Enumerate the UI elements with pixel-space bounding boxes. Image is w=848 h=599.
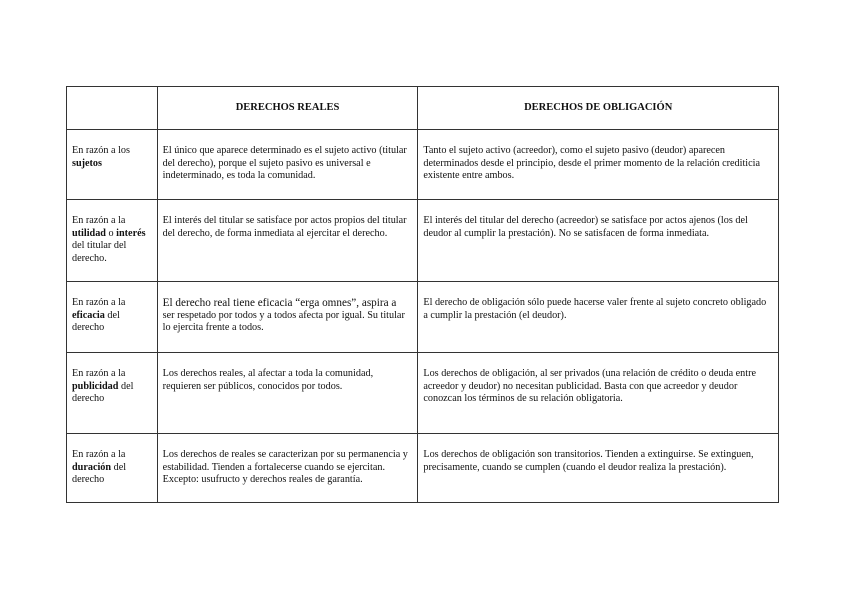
- criterion-keyword: eficacia: [72, 309, 105, 321]
- reales-cell: Los derechos reales, al afectar a toda la comunidad, requieren ser públicos, conocidos por todos.: [157, 353, 418, 434]
- criterion-keyword: publicidad: [72, 380, 119, 392]
- header-row: [67, 87, 779, 130]
- obligacion-cell: Tanto el sujeto activo (acreedor), como el sujeto pasivo (deudor) aparecen determinados desde el principio, desde el primer momento de la relación crediticia existente entre ambos.: [418, 130, 779, 200]
- criterion-cell: [67, 353, 158, 434]
- obligacion-cell: Los derechos de obligación son transitorios. Tienden a extinguirse. Se extinguen, precisamente, cuando se cumplen (cuando el deudor realiza la prestación).: [418, 434, 779, 503]
- table-row: [67, 282, 779, 353]
- header-obligacion: DERECHOS DE OBLIGACIÓN: [418, 87, 779, 130]
- criterion-pre: En razón a los: [72, 145, 130, 156]
- criterion-post: del derecho: [72, 461, 127, 486]
- table-row: [67, 434, 779, 503]
- reales-rest: ser respetado por todos y a todos afecta por igual. Su titular lo ejercita frente a todos.: [162, 309, 405, 334]
- criterion-cell: [67, 434, 158, 503]
- criterion-post: del titular del derecho.: [72, 240, 127, 264]
- criterion-pre: En razón a la: [72, 297, 126, 308]
- reales-cell: El interés del titular se satisface por actos propios del titular del derecho, de forma inmediata al ejercitar el derecho.: [157, 200, 418, 282]
- reales-cell: [157, 434, 418, 503]
- criterion-pre: En razón a la: [72, 449, 126, 460]
- reales-cell: [157, 282, 418, 353]
- criterion-cell: [67, 282, 158, 353]
- obligacion-cell: El interés del titular del derecho (acreedor) se satisface por actos ajenos (los del deudor al cumplir la prestación). No se satisfacen de forma inmediata.: [418, 200, 779, 282]
- header-criterion: [67, 87, 158, 130]
- reales-cell: El único que aparece determinado es el sujeto activo (titular del derecho), porque el sujeto pasivo es universal e indeterminado, es toda la comunidad.: [157, 130, 418, 200]
- table-row: [67, 200, 779, 282]
- obligacion-cell: El derecho de obligación sólo puede hacerse valer frente al sujeto concreto obligado a cumplir la prestación (el deudor).: [418, 282, 779, 353]
- criterion-keyword: sujetos: [72, 157, 102, 169]
- criterion-post: del derecho: [72, 309, 120, 334]
- criterion-pre: En razón a la: [72, 215, 126, 226]
- reales-text: Los derechos de reales se caracterizan por su permanencia y estabilidad. Tienden a fortalecerse cuando se ejercitan.: [162, 449, 408, 473]
- criterion-pre: En razón a la: [72, 368, 126, 379]
- criterion-cell: [67, 130, 158, 200]
- obligacion-cell: Los derechos de obligación, al ser privados (una relación de crédito o deuda entre acreedor y deudor) no necesitan publicidad. Basta con que acreedor y deudor conozcan los términos de su relación obligatoria.: [418, 353, 779, 434]
- table-row: [67, 353, 779, 434]
- criterion-keyword: duración: [72, 461, 112, 473]
- reales-exception: Excepto: usufructo y derechos reales de garantía.: [162, 474, 363, 486]
- criterion-keyword-2: interés: [116, 227, 146, 239]
- comparison-table: [66, 86, 779, 503]
- criterion-cell: [67, 200, 158, 282]
- criterion-post: del derecho: [72, 380, 134, 405]
- criterion-connector: o: [108, 227, 114, 239]
- criterion-keyword: utilidad: [72, 227, 106, 239]
- table-row: [67, 130, 779, 200]
- reales-first-line: El derecho real tiene eficacia “erga omnes”, aspira a: [162, 297, 397, 309]
- header-reales: DERECHOS REALES: [157, 87, 418, 130]
